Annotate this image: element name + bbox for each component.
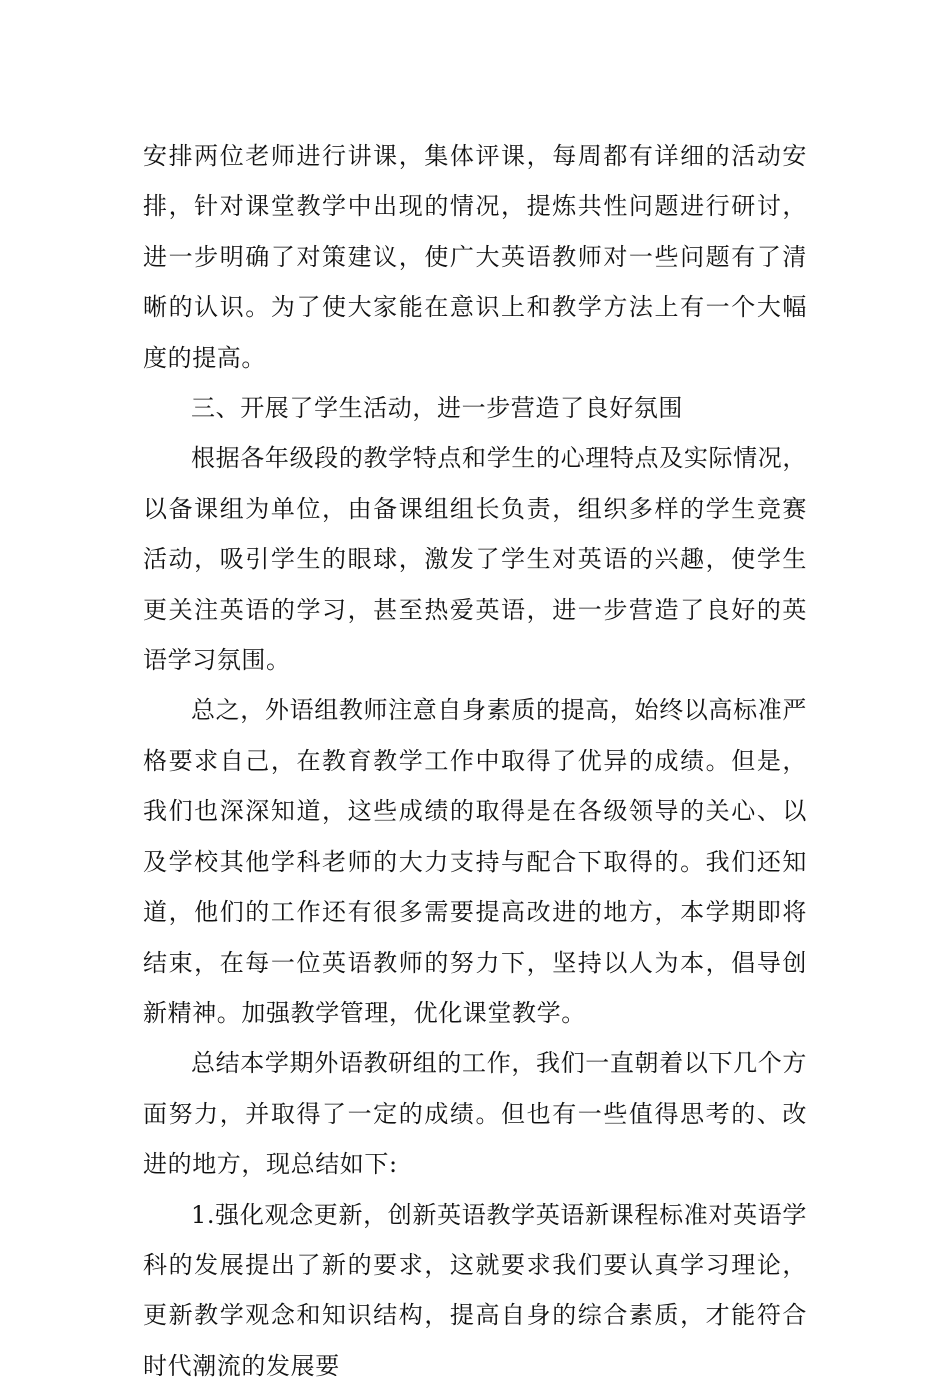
document-body	[143, 131, 807, 1391]
paragraph-student-activities: 根据各年级段的教学特点和学生的心理特点及实际情况，以备课组为单位，由备课组组长负责，组织多样的学生竞赛活动，吸引学生的眼球，激发了学生对英语的兴趣，使学生更关注英语的学习，甚至热爱英语，进一步营造了良好的英语学习氛围。	[143, 444, 807, 675]
paragraph-summary: 总之，外语组教师注意自身素质的提高，始终以高标准严格要求自己，在教育教学工作中取得了优异的成绩。但是，我们也深深知道，这些成绩的取得是在各级领导的关心、以及学校其他学科老师的大力支持与配合下取得的。我们还知道，他们的工作还有很多需要提高改进的地方，本学期即将结束，在每一位英语教师的努力下，坚持以人为本，倡导创新精神。加强教学管理，优化课堂教学。	[143, 696, 807, 1027]
paragraph-item-1: 1.强化观念更新，创新英语教学英语新课程标准对英语学科的发展提出了新的要求，这就要求我们要认真学习理论，更新教学观念和知识结构，提高自身的综合素质，才能符合时代潮流的发展要	[143, 1200, 807, 1380]
section-heading: 三、开展了学生活动，进一步营造了良好氛围	[191, 394, 683, 423]
paragraph-continuation: 安排两位老师进行讲课，集体评课，每周都有详细的活动安排，针对课堂教学中出现的情况，提炼共性问题进行研讨，进一步明确了对策建议，使广大英语教师对一些问题有了清晰的认识。为了使大家能在意识上和教学方法上有一个大幅度的提高。	[143, 142, 807, 372]
paragraph-semester-summary: 总结本学期外语教研组的工作，我们一直朝着以下几个方面努力，并取得了一定的成绩。但也有一些值得思考的、改进的地方，现总结如下:	[143, 1049, 807, 1179]
